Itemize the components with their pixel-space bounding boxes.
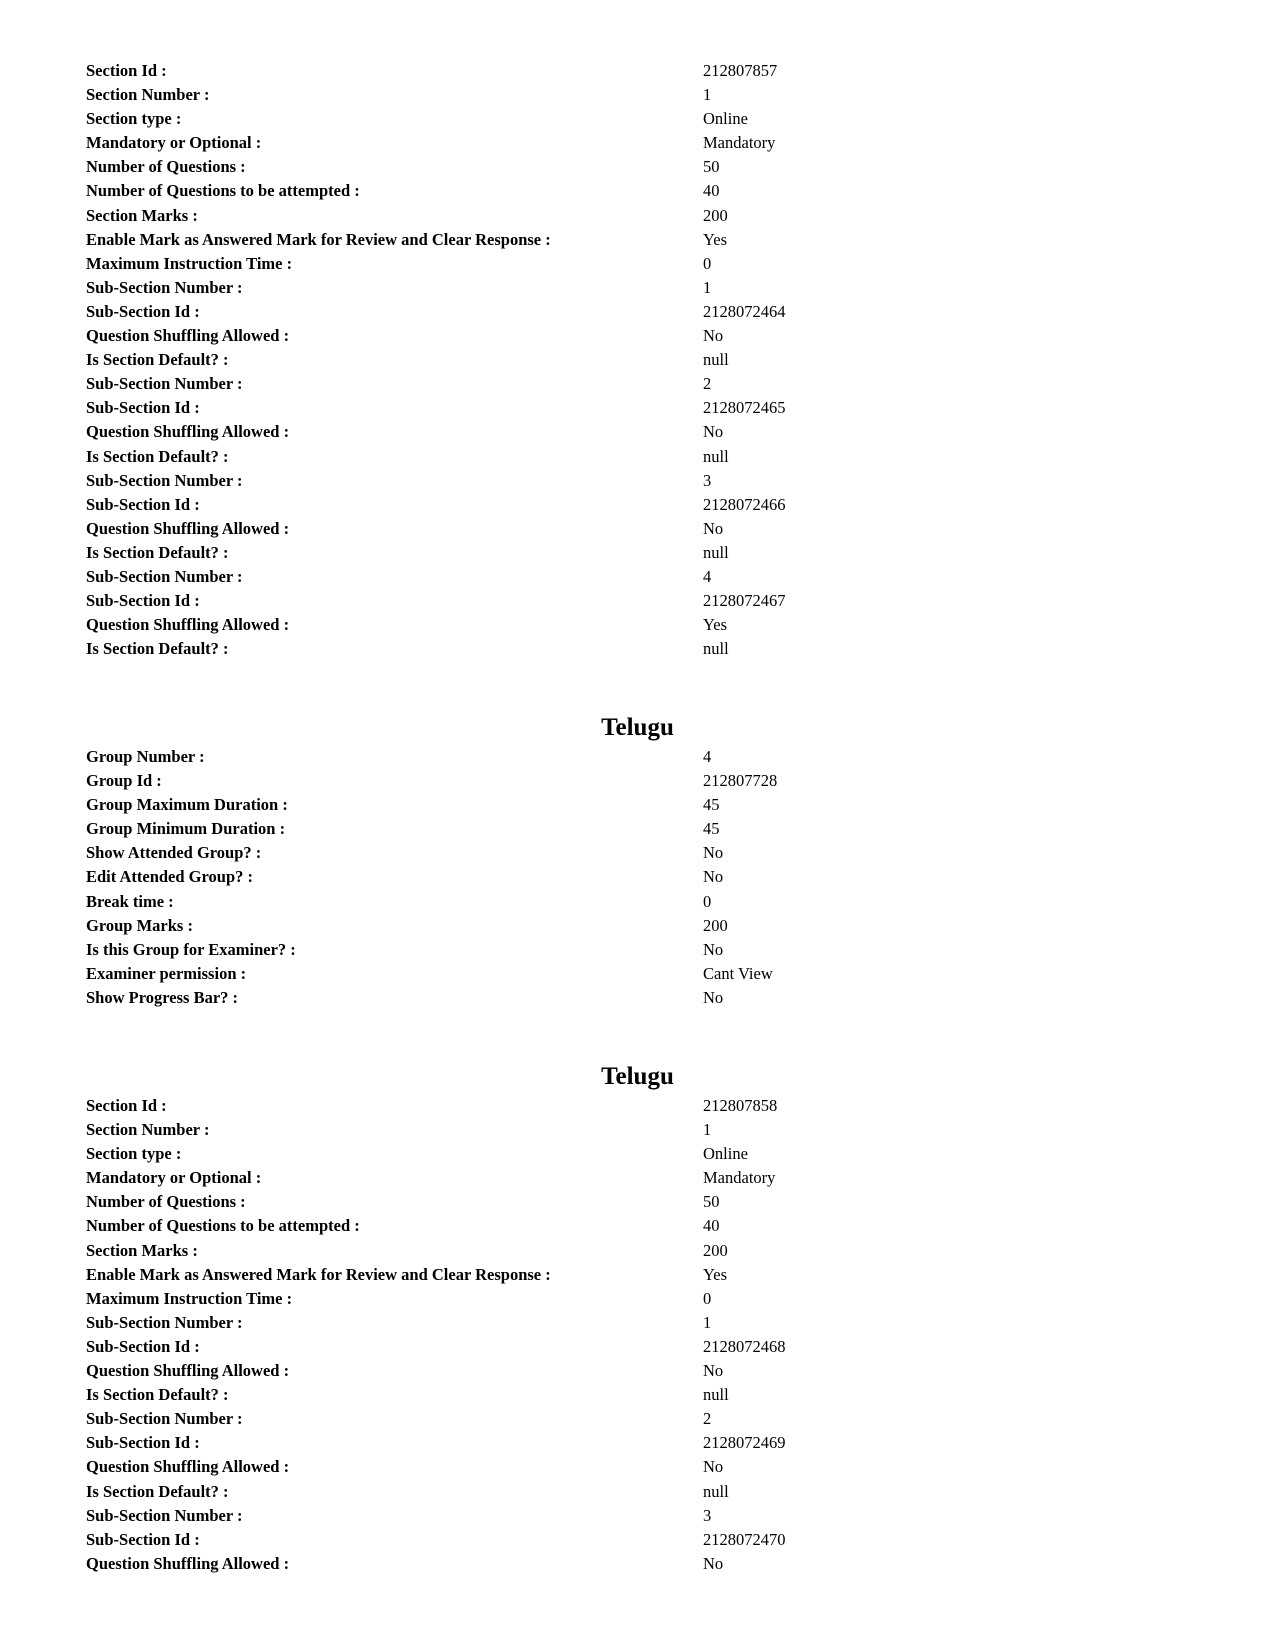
detail-label: Sub-Section Id : [86,301,200,321]
detail-value: 2128072470 [703,1529,786,1549]
section-details-table [86,1094,1186,1576]
detail-value: Cant View [703,963,773,983]
detail-label: Sub-Section Id : [86,591,200,611]
detail-label: Section Marks : [86,1240,198,1260]
detail-value: 4 [703,747,712,766]
detail-row [86,252,1186,276]
detail-value: No [703,422,724,442]
detail-row [86,493,1186,517]
detail-label: Section Id : [86,61,167,80]
detail-value: No [703,939,724,959]
detail-label: Number of Questions : [86,1192,246,1212]
detail-value: 45 [703,819,720,839]
detail-row [86,300,1186,324]
detail-value: 50 [703,1192,720,1212]
detail-row [86,83,1186,107]
detail-label: Show Progress Bar? : [86,987,239,1007]
detail-row [86,179,1186,203]
detail-value: No [703,987,724,1007]
detail-value: 2128072469 [703,1433,786,1453]
detail-value: null [703,1481,729,1501]
detail-label: Sub-Section Number : [86,470,243,490]
detail-row [86,1094,1186,1118]
detail-label: Is Section Default? : [86,639,229,659]
section-details-table [86,59,1186,661]
detail-label: Section Marks : [86,205,198,225]
detail-value: 2128072467 [703,591,786,611]
detail-value: Yes [703,1264,728,1284]
detail-value: 3 [703,470,712,490]
detail-row [86,276,1186,300]
detail-value: 0 [703,253,712,273]
detail-label: Sub-Section Number : [86,1505,243,1525]
detail-label: Group Marks : [86,915,193,935]
detail-row [86,155,1186,179]
detail-value: No [703,843,724,863]
detail-label: Group Minimum Duration : [86,819,286,839]
detail-label: Sub-Section Id : [86,1433,200,1453]
detail-label: Number of Questions to be attempted : [86,181,360,201]
detail-value: Mandatory [703,1168,776,1188]
detail-value: No [703,1361,724,1381]
detail-label: Sub-Section Id : [86,398,200,418]
detail-label: Section Id : [86,1096,167,1115]
detail-value: 2128072468 [703,1336,786,1356]
detail-label: Maximum Instruction Time : [86,1288,293,1308]
detail-row [86,865,1186,889]
detail-value: 200 [703,1240,728,1260]
detail-label: Enable Mark as Answered Mark for Review and Clear Response : [86,1264,551,1284]
detail-value: 1 [703,1120,712,1140]
detail-label: Maximum Instruction Time : [86,253,293,273]
detail-row [86,1528,1186,1552]
detail-value: 2 [703,1409,712,1429]
detail-row [86,420,1186,444]
detail-value: 2128072466 [703,494,786,514]
detail-label: Edit Attended Group? : [86,867,254,887]
detail-label: Is Section Default? : [86,542,229,562]
detail-row [86,541,1186,565]
detail-value: 2128072464 [703,301,786,321]
detail-label: Group Id : [86,771,162,791]
detail-row [86,1311,1186,1335]
detail-label: Question Shuffling Allowed : [86,1361,290,1381]
detail-row [86,1431,1186,1455]
detail-row [86,1239,1186,1263]
detail-label: Is Section Default? : [86,1385,229,1405]
detail-label: Sub-Section Number : [86,1409,243,1429]
detail-label: Number of Questions : [86,157,246,177]
detail-label: Is Section Default? : [86,350,229,370]
detail-value: No [703,518,724,538]
detail-value: Mandatory [703,133,776,153]
detail-label: Mandatory or Optional : [86,1168,262,1188]
detail-row [86,517,1186,541]
detail-row [86,396,1186,420]
detail-row [86,589,1186,613]
detail-row [86,841,1186,865]
detail-row [86,962,1186,986]
group-details-table [86,745,1186,1010]
detail-row [86,637,1186,661]
detail-value: 1 [703,1312,712,1332]
detail-value: null [703,542,729,562]
detail-value: 2 [703,374,712,394]
detail-label: Sub-Section Id : [86,494,200,514]
detail-value: 212807857 [703,61,778,80]
detail-row [86,1166,1186,1190]
detail-label: Is this Group for Examiner? : [86,939,296,959]
detail-value: 0 [703,891,712,911]
detail-value: null [703,446,729,466]
detail-row [86,372,1186,396]
detail-row [86,445,1186,469]
detail-value: 2128072465 [703,398,786,418]
detail-row [86,1552,1186,1576]
detail-row [86,1359,1186,1383]
detail-label: Sub-Section Number : [86,1312,243,1332]
detail-row [86,1190,1186,1214]
detail-value: 40 [703,181,720,201]
detail-row [86,1118,1186,1142]
detail-row [86,1383,1186,1407]
detail-row [86,914,1186,938]
detail-row [86,817,1186,841]
detail-value: 40 [703,1216,720,1236]
detail-label: Is Section Default? : [86,1481,229,1501]
detail-value: 50 [703,157,720,177]
detail-value: 212807858 [703,1096,778,1115]
detail-label: Question Shuffling Allowed : [86,518,290,538]
detail-row [86,469,1186,493]
detail-label: Sub-Section Number : [86,374,243,394]
detail-value: null [703,639,729,659]
detail-row [86,1335,1186,1359]
detail-value: 1 [703,277,712,297]
detail-value: 212807728 [703,771,778,791]
detail-label: Section type : [86,1144,182,1164]
detail-row [86,204,1186,228]
detail-row [86,1407,1186,1431]
detail-row [86,1480,1186,1504]
detail-row [86,1214,1186,1238]
detail-row [86,613,1186,637]
detail-row [86,228,1186,252]
detail-row [86,1287,1186,1311]
detail-row [86,986,1186,1010]
detail-row [86,793,1186,817]
detail-value: No [703,1553,724,1573]
detail-value: No [703,867,724,887]
detail-row [86,745,1186,769]
detail-row [86,938,1186,962]
detail-row [86,348,1186,372]
detail-label: Break time : [86,891,174,911]
detail-label: Examiner permission : [86,963,247,983]
detail-row [86,1504,1186,1528]
detail-label: Question Shuffling Allowed : [86,1457,290,1477]
detail-value: Online [703,109,748,129]
detail-value: Yes [703,229,728,249]
detail-label: Section Number : [86,1120,210,1140]
detail-label: Enable Mark as Answered Mark for Review and Clear Response : [86,229,551,249]
detail-row [86,131,1186,155]
detail-row [86,565,1186,589]
detail-row [86,59,1186,83]
detail-row [86,107,1186,131]
detail-value: Online [703,1144,748,1164]
detail-row [86,1263,1186,1287]
detail-label: Sub-Section Id : [86,1336,200,1356]
detail-value: No [703,326,724,346]
detail-label: Number of Questions to be attempted : [86,1216,360,1236]
detail-value: 0 [703,1288,712,1308]
detail-value: 200 [703,205,728,225]
section-heading: Telugu [601,1063,674,1090]
detail-value: null [703,1385,729,1405]
detail-row [86,890,1186,914]
detail-label: Sub-Section Number : [86,566,243,586]
detail-value: No [703,1457,724,1477]
group-heading: Telugu [601,714,674,741]
detail-label: Question Shuffling Allowed : [86,1553,290,1573]
detail-value: 1 [703,85,712,105]
detail-row [86,1142,1186,1166]
detail-label: Sub-Section Number : [86,277,243,297]
detail-label: Sub-Section Id : [86,1529,200,1549]
detail-label: Is Section Default? : [86,446,229,466]
detail-label: Section type : [86,109,182,129]
detail-row [86,324,1186,348]
detail-label: Group Maximum Duration : [86,795,288,815]
detail-label: Show Attended Group? : [86,843,262,863]
detail-value: Yes [703,615,728,635]
detail-label: Question Shuffling Allowed : [86,422,290,442]
detail-value: 3 [703,1505,712,1525]
detail-value: 200 [703,915,728,935]
detail-label: Mandatory or Optional : [86,133,262,153]
detail-value: null [703,350,729,370]
detail-value: 4 [703,566,712,586]
detail-row [86,1455,1186,1479]
detail-value: 45 [703,795,720,815]
detail-label: Group Number : [86,747,205,766]
detail-label: Question Shuffling Allowed : [86,615,290,635]
detail-label: Section Number : [86,85,210,105]
detail-row [86,769,1186,793]
detail-label: Question Shuffling Allowed : [86,326,290,346]
